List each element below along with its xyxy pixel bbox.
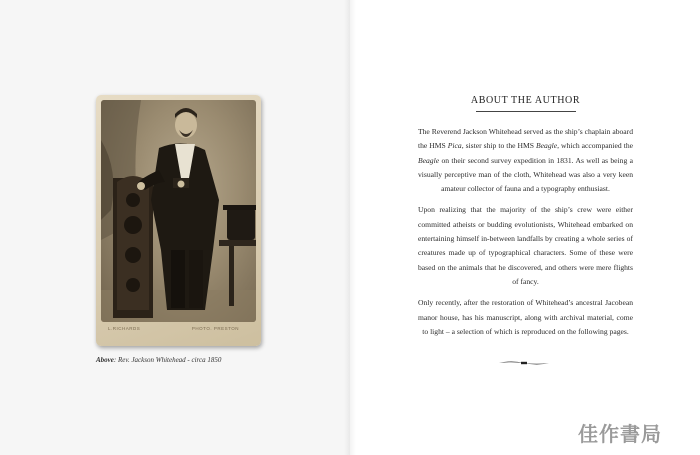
portrait-photo — [101, 100, 256, 322]
book-gutter — [344, 0, 356, 455]
caption-text: : Rev. Jackson Whitehead - circa 1850 — [113, 356, 222, 364]
portrait-illustration — [101, 100, 256, 322]
caption-lead: Above — [96, 356, 114, 364]
heading-underline — [476, 111, 576, 112]
author-bio — [418, 125, 633, 346]
photo-studio-mark-left: L.RICHARDS — [108, 326, 141, 331]
photo-studio-mark-right: PHOTO. PRESTON — [191, 326, 239, 331]
publisher-watermark: 佳作書局 — [578, 422, 662, 446]
section-heading: ABOUT THE AUTHOR — [470, 95, 581, 106]
bio-paragraph-1: The Reverend Jackson Whitehead served as the ship’s chaplain aboard the HMS Pica, sister ship to the HMS Beagle, which accompanied the Beagle on their second survey expedition in 1831. As well as being a visually perceptive man of the cloth, Whitehead was also a very keen amateur collector of fauna and a typography enthusiast. — [418, 127, 633, 194]
ornament-divider-icon — [499, 360, 549, 366]
bio-paragraph-3: Only recently, after the restoration of Whitehead’s ancestral Jacobean manor house, has his manuscript, along with archival material, come to light – a selection of which is reproduced on the following pages. — [418, 298, 633, 336]
cabinet-card-photo — [96, 95, 261, 346]
bio-paragraph-2: Upon realizing that the majority of the ship’s crew were either committed atheists or budding evolutionists, Whitehead embarked on entertaining himself in-between landfalls by creating a whole series of creatures made up of typographical characters. Some of these were based on the animals that he discovered, and others were mere flights of fancy. — [418, 205, 633, 286]
photo-caption — [96, 356, 271, 364]
